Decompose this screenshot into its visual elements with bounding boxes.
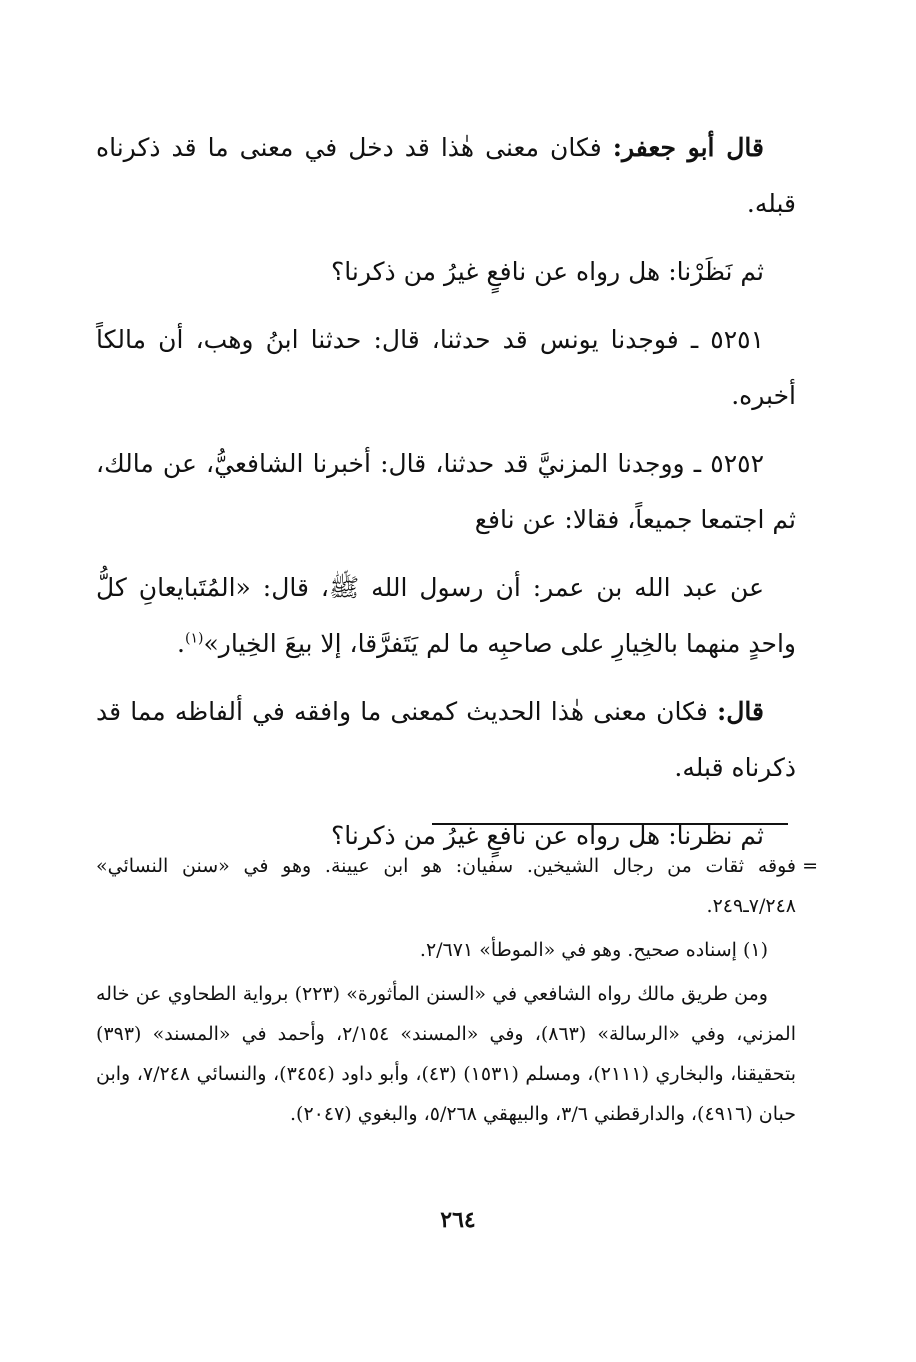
continuation-text: فوقه ثقات من رجال الشيخين. سفيان: هو ابن عيينة. وهو في «سنن النسائي» ٧/٢٤٨ـ٢٤٩. [96, 855, 796, 917]
paragraph-7: ثم نظرنا: هل رواه عن نافعٍ غيرُ من ذكرنا؟ [330, 821, 764, 850]
page-number: ٢٦٤ [440, 1207, 476, 1233]
matn-text: عن عبد الله بن عمر: أن رسول الله ﷺ، قال: «المُتَبايعانِ كلُّ واحدٍ منهما بالخِيارِ على صاحبِه ما لم يَتَفرَّقا، إلا بيعَ الخِيار» [96, 573, 796, 658]
footnote-ref-1[interactable]: (١) [185, 630, 204, 647]
hadith-5252: ٥٢٥٢ ـ ووجدنا المزنيَّ قد حدثنا، قال: أخبرنا الشافعيُّ، عن مالك، ثم اجتمعا جميعاً، فقالا: عن نافع [96, 449, 796, 534]
footnote-continuation [96, 846, 818, 926]
footnote-1: (١) إسناده صحيح. وهو في «الموطأ» ٢/٦٧١. [419, 939, 768, 961]
speaker-lead: قال: [717, 697, 764, 726]
main-text [96, 120, 796, 876]
paragraph-text: فكان معنى هٰذا قد دخل في معنى ما قد ذكرناه قبله. [96, 133, 796, 218]
paragraph-1 [96, 120, 796, 232]
paragraph-2: ثم نَظَرْنا: هل رواه عن نافعٍ غيرُ من ذكرنا؟ [330, 257, 764, 286]
footnotes [96, 846, 818, 1138]
hadith-5251: ٥٢٥١ ـ فوجدنا يونس قد حدثنا، قال: حدثنا ابنُ وهب، أن مالكاً أخبره. [96, 325, 796, 410]
paragraph-text: فكان معنى هٰذا الحديث كمعنى ما وافقه في ألفاظه مما قد ذكرناه قبله. [96, 697, 796, 782]
continuation-marker: = [802, 855, 818, 877]
footnote-1-sources: ومن طريق مالك رواه الشافعي في «السنن المأثورة» (٢٢٣) برواية الطحاوي عن خاله المزني، وفي «الرسالة» (٨٦٣)، وفي «المسند» ٢/١٥٤، وأحمد في «المسند» (٣٩٣) بتحقيقنا، والبخاري (٢١١١)، ومسلم (١٥٣١) (٤٣)، وأبو داود (٣٤٥٤)، والنسائي ٧/٢٤٨، وابن حبان (٤٩١٦)، والدارقطني ٣/٦، والبيهقي ٥/٢٦٨، والبغوي (٢٠٤٧). [96, 983, 797, 1125]
footnote-separator [432, 823, 788, 825]
speaker-lead: قال أبو جعفر: [612, 133, 764, 162]
hadith-matn [96, 560, 796, 672]
paragraph-6 [96, 684, 796, 796]
matn-end: . [177, 629, 185, 658]
